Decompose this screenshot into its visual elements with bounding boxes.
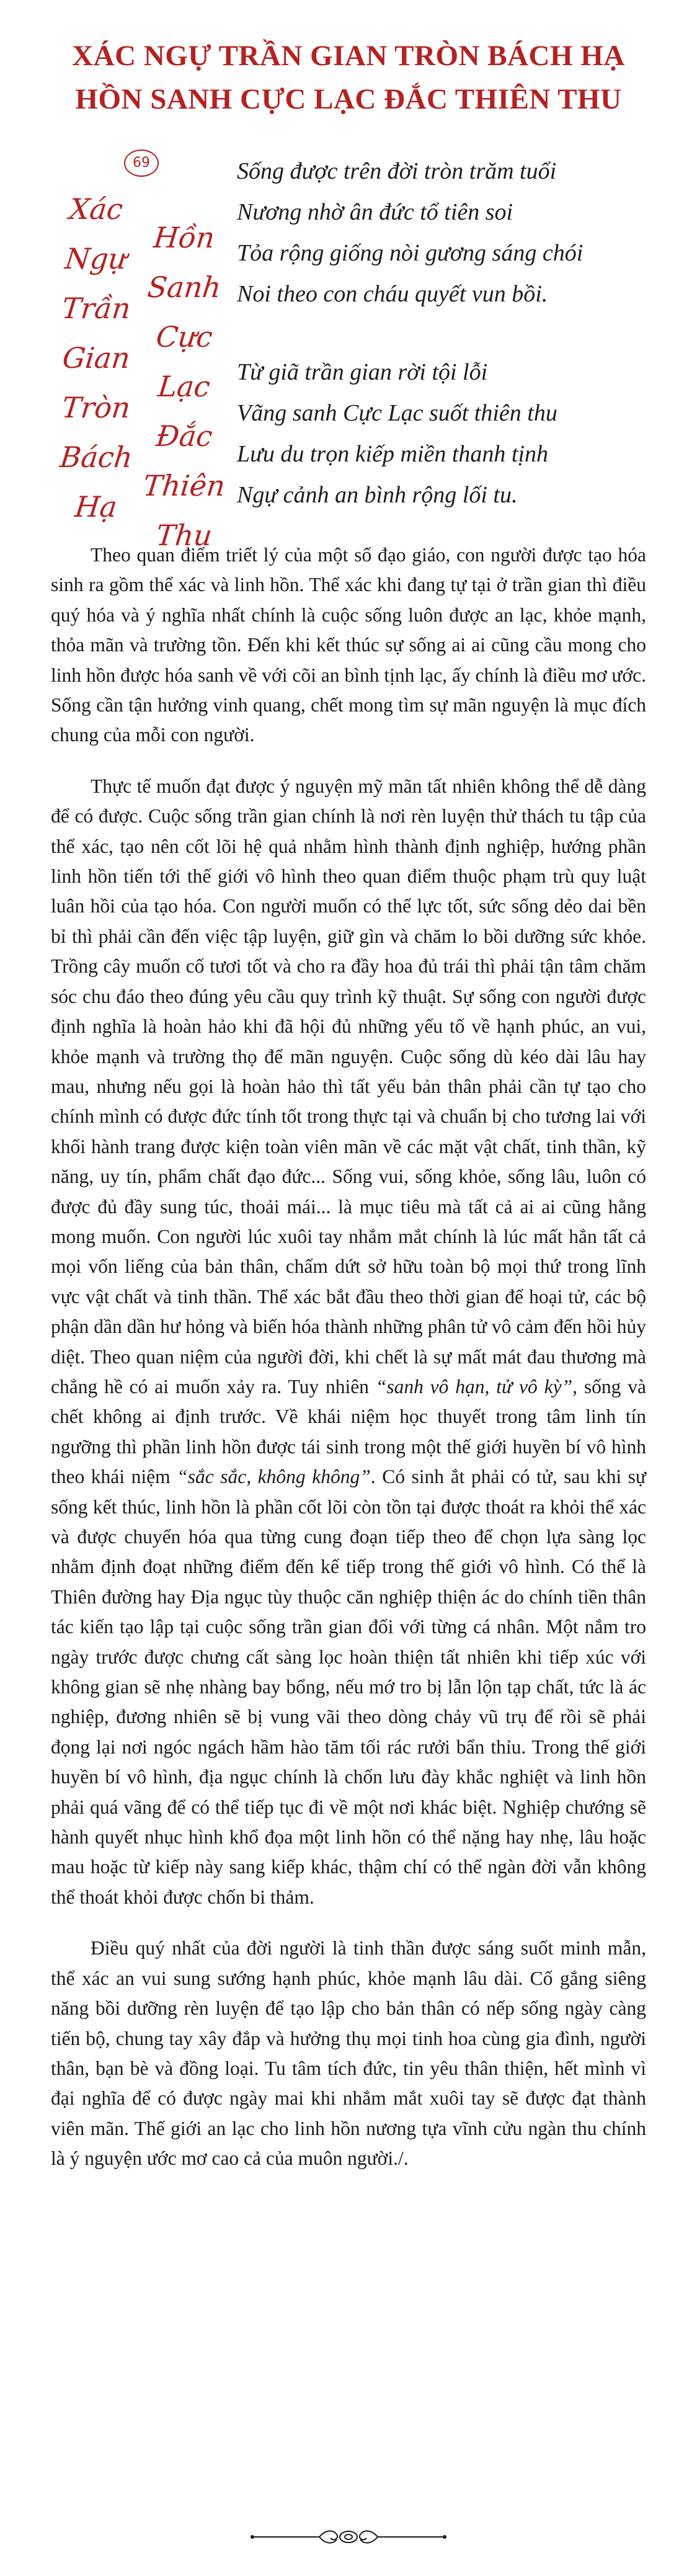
poem-line: Nương nhờ ân đức tổ tiên soi <box>237 199 513 225</box>
calligraphy-word: Đắc <box>154 419 214 453</box>
calligraphy-word: Ngự <box>63 242 129 275</box>
calligraphy-word: Thiên <box>141 469 227 502</box>
calligraphy-word: Xác <box>68 192 125 226</box>
calligraphy-word: Gian <box>60 341 132 375</box>
body-paragraph-2 <box>51 772 646 1912</box>
poem-line: Tỏa rộng giống nòi gương sáng chói <box>237 240 584 266</box>
calligraphy-word: Hồn <box>152 221 216 254</box>
calligraphy-word: Sanh <box>146 270 223 304</box>
ornament-divider-svg <box>246 2525 451 2549</box>
calligraphy-right-column <box>141 213 227 560</box>
calligraphy-art <box>51 143 227 552</box>
poem-line: Lưu du trọn kiếp miền thanh tịnh <box>237 441 549 467</box>
article-body <box>51 540 646 2174</box>
calligraphy-word: Bách <box>58 440 135 474</box>
quote-sanh-vo-han: “sanh vô hạn, tử vô kỳ” <box>375 1375 573 1397</box>
calligraphy-word: Trần <box>60 292 133 325</box>
poem-line: Sống được trên đời tròn trăm tuổi <box>237 158 557 184</box>
ornament-divider-icon <box>0 2525 697 2549</box>
calligraphy-word: Cực <box>154 320 215 354</box>
quote-sac-sac-khong-khong: “sắc sắc, không không” <box>177 1466 371 1488</box>
calligraphy-word: Hạ <box>73 490 119 524</box>
calligraphy-word: Tròn <box>60 391 132 424</box>
page-title <box>51 34 646 121</box>
poem-text <box>237 151 659 515</box>
body-paragraph-2-part-b: , sống và chết không ai định trước. Về khái niệm học thuyết trong tâm linh tín ngưỡng thì phần linh hồn được tái sinh trong một thế giới huyền bí vô hình theo khái niệm <box>51 1375 646 1488</box>
calligraphy-word: Thu <box>154 519 214 552</box>
poem-stanza-1 <box>237 151 659 314</box>
body-paragraph-3: Điều quý nhất của đời người là tinh thần được sáng suốt minh mẫn, thể xác an vui sung sướng hạnh phúc, khỏe mạnh lâu dài. Cố gắng siêng năng bồi dưỡng rèn luyện để tạo lập cho bản thân có nếp sống ngày càng tiến bộ, chung tay xây đắp và hưởng thụ mọi tinh hoa cùng gia đình, người thân, bạn bè và đồng loại. Tu tâm tích đức, tin yêu thân thiện, hết mình vì đại nghĩa để có được ngày mai khi nhắm mắt xuôi tay sẽ được đạt thành viên mãn. Thế giới an lạc cho linh hồn nương tựa vĩnh cửu ngàn thu chính là ý nguyện ước mơ cao cả của muôn người./. <box>51 1937 646 2170</box>
calligraphy-word: Lạc <box>156 370 212 403</box>
poem-line: Từ giã trần gian rời tội lỗi <box>237 359 488 385</box>
poem-line: Vãng sanh Cực Lạc suốt thiên thu <box>237 400 557 426</box>
body-paragraph-2-part-c: . Có sinh ắt phải có tử, sau khi sự sống kết thúc, linh hồn là phần cốt lõi còn tồn tại được thoát ra khỏi thể xác và được chuyển hóa qua từng cung đoạn tiếp theo để chọn lựa sàng lọc nhằm định đoạt những điểm đến kế tiếp trong thế giới vô hình. Có thể là Thiên đường hay Địa ngục tùy thuộc căn nghiệp thiện ác do chính tiền thân tác kiến tạo lập tại cuộc sống trần gian đối với từng cá nhân. Một nắm tro ngày trước được chưng cất sàng lọc hoàn thiện tất nhiên khi tiếp xúc với không gian sẽ nhẹ nhàng bay bổng, nếu mớ tro bị lẫn lộn tạp chất, tức là ác nghiệp, đương nhiên sẽ bị vung vãi theo dòng chảy vũ trụ để rồi sẽ phải đọng lại nơi ngóc ngách hầm hào tăm tối rác rưởi bẩn thỉu. Trong thế giới huyền bí vô hình, địa ngục chính là chốn lưu đày khắc nghiệt và linh hồn phải quá vãng để có thể tiếp tục đi về một nơi khác biệt. Nghiệp chướng sẽ hành quyết nhục hình khổ đọa một linh hồn có thể nặng hay nhẹ, lâu hoặc mau hoặc từ kiếp này sang kiếp khác, thậm chí có thể ngàn đời vẫn không thể thoát khỏi được chốn bi thảm. <box>51 1466 647 1908</box>
poem-stanza-2 <box>237 352 659 515</box>
calligraphy-left-column <box>58 184 135 532</box>
title-line-1: XÁC NGỰ TRẦN GIAN TRÒN BÁCH HẠ <box>72 40 625 72</box>
body-paragraph-2-part-a: Thực tế muốn đạt được ý nguyện mỹ mãn tất nhiên không thể dễ dàng để có được. Cuộc sống trần gian chính là nơi rèn luyện thử thách tu tập của thể xác, tạo nên cốt lõi hệ quả nhằm hình thành định nghiệp, hướng phần linh hồn tiến tới thế giới vô hình theo quan điểm thuộc phạm trù quy luật luân hồi của tạo hóa. Con người muốn có thể lực tốt, sức sống dẻo dai bền bỉ thì phải cần đến việc tập luyện, giữ gìn và chăm lo bồi dưỡng sức khỏe. Trồng cây muốn cố tươi tốt và cho ra đầy hoa đủ trái thì phải tận tâm chăm sóc chu đáo theo đúng yêu cầu quy trình kỹ thuật. Sự sống con người được định nghĩa là hoàn hảo khi đã hội đủ những yếu tố về hạnh phúc, an vui, khỏe mạnh và trường thọ để mãn nguyện. Cuộc sống dù kéo dài lâu hay mau, nhưng nếu gọi là hoàn hảo thì tất yếu bản thân phải cần tự tạo cho chính mình có được đức tính tốt trong thực tại và chuẩn bị cho tương lai với khối hành trang được kiện toàn viên mãn về các mặt vật chất, tinh thần, kỹ năng, uy tín, phẩm chất đạo đức... Sống vui, sống khỏe, sống lâu, luôn có được đủ đầy sung túc, thoải mái... là mục tiêu mà tất cả ai ai cũng hằng mong muốn. Con người lúc xuôi tay nhắm mắt chính là lúc mất hẳn tất cả mọi vốn liếng của bản thân, chấm dứt sở hữu toàn bộ mọi thứ trong lĩnh vực vật chất và tinh thần. Thể xác bắt đầu theo thời gian để hoại tử, các bộ phận dần dần hư hỏng và biến hóa thành những phân tử vô cảm đến hồi hủy diệt. Theo quan niệm của người đời, khi chết là sự mất mát đau thương mà chẳng hề có ai muốn xảy ra. Tuy nhiên <box>51 775 646 1397</box>
poem-number-badge: 69 <box>124 149 159 177</box>
poem-line: Noi theo con cháu quyết vun bồi. <box>237 281 548 307</box>
poem-section <box>51 143 646 552</box>
body-paragraph-1: Theo quan điểm triết lý của một số đạo giáo, con người được tạo hóa sinh ra gồm thể xác và linh hồn. Thể xác khi đang tự tại ở trần gian thì điều quý hóa và ý nghĩa nhất chính là cuộc sống luôn được an lạc, khỏe mạnh, thỏa mãn và trường tồn. Đến khi kết thúc sự sống ai ai cũng cầu mong cho linh hồn được hóa sanh về với cõi an bình tịnh lạc, ấy chính là điều mơ ước. Sống cần tận hưởng vinh quang, chết mong tìm sự mãn nguyện là mục đích chung của mỗi con người. <box>51 544 646 746</box>
title-line-2: HỒN SANH CỰC LẠC ĐẮC THIÊN THU <box>75 83 622 115</box>
poem-line: Ngự cảnh an bình rộng lối tu. <box>237 482 518 508</box>
